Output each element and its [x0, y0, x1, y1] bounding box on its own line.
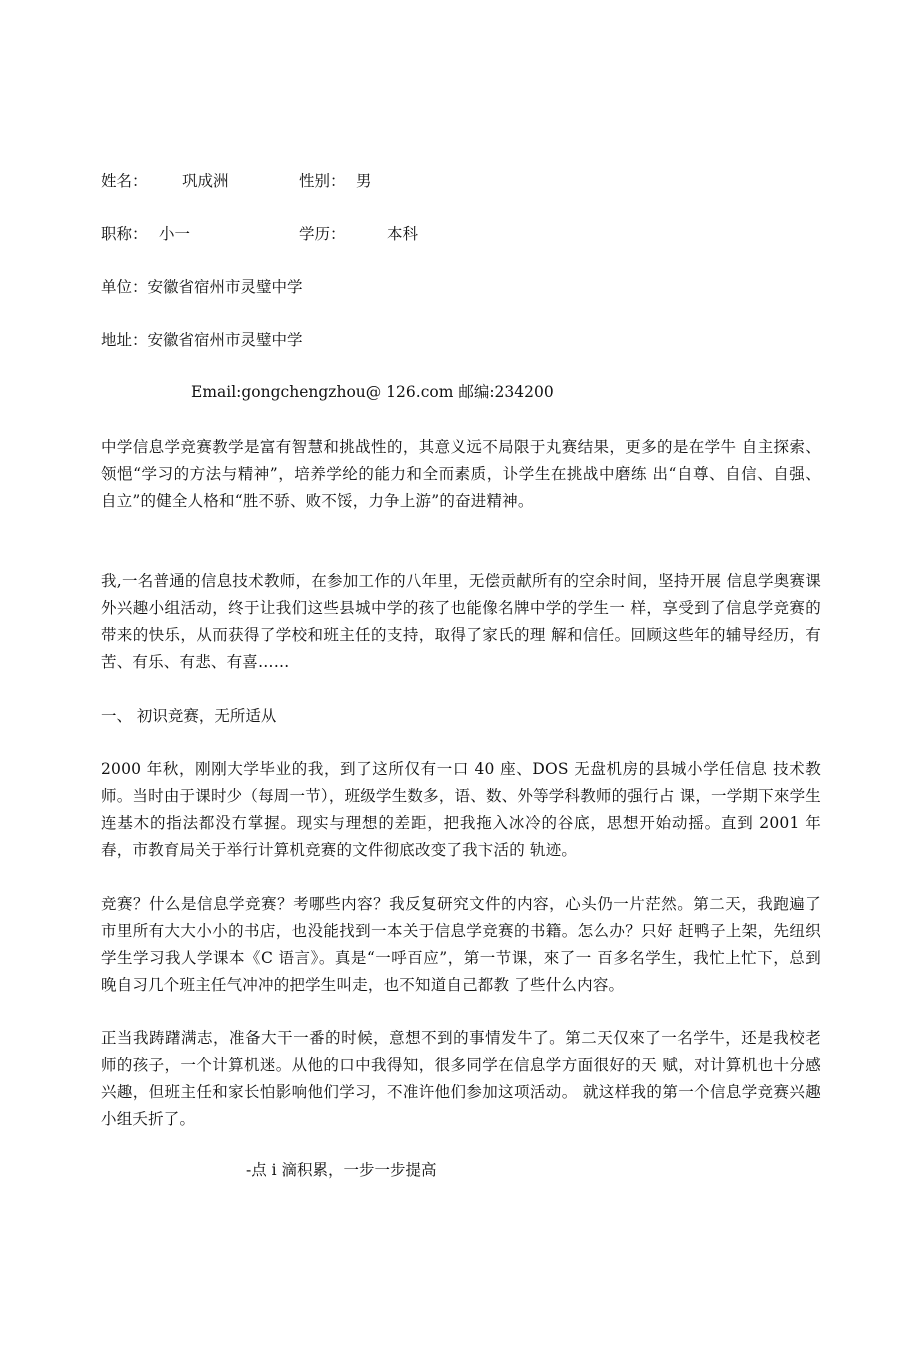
- section-heading-1: 一、 初识竞赛，无所适从: [101, 707, 277, 725]
- name-label: 姓名：: [101, 172, 148, 190]
- paragraph-competition: 竞赛？什么是信息学竞赛？考哪些内容？我反复研究文件的内容，心头仍一片茫然。第二天，我跑遍了市里所有大大小小的书店，也没能找到一本关于信息学竞赛的书籍。怎么办？只好 赶鸭子上架，先纽织学生学习我人学课本《C 语言》。真是“一呼百应”，第一节课，來了一 百多名学生，我忙上忙下，总到晚自习几个班主任气冲冲的把学生叫走，也不知道自己都教 了些什么内容。: [101, 895, 821, 994]
- paragraph-2000: 2000 年秋，刚刚大学毕业的我，到了这所仅有一口 40 座、DOS 无盘机房的县城小学任信息 技术教师。当时由于课时少（每周一节），班级学生数多，语、数、外等学科教师的强行占 课，一学期下來学生连基木的指法都没冇掌握。现实与理想的差距，把我拖入冰冷的谷底，思想开始动摇。直到 2001 年春，市教育局关于举行计算机竞赛的文件彻底改变了我卞活的 轨迹。: [101, 760, 821, 859]
- title-label: 职称：: [101, 225, 148, 243]
- title-value: 小一: [159, 225, 191, 243]
- education-label: 学历：: [299, 225, 346, 243]
- education-value: 本科: [387, 225, 419, 243]
- gender-label: 性别：: [299, 172, 346, 190]
- paragraph-self: 我,一名普通的信息技术教师，在参加工作的八年里，无偿贡献所有的空余时间，坚持开展 信息学奥赛课外兴趣小组活动，终于让我们这些县城中学的孩了也能像名牌中学的学生一 样，享受到了信息学竞赛的带来的快乐，从而获得了学校和班主任的支持，取得了家氏的理 解和信任。回顾这些年的辅导经历，有苦、有乐、有悲、有喜……: [101, 572, 821, 671]
- name-value: 巩成洲: [182, 172, 229, 190]
- contact-line: Email:gongchengzhou@ 126.com 邮编:234200: [191, 383, 554, 401]
- address-line: 地址：安徽省宿州市灵璧中学: [101, 331, 303, 349]
- section-heading-2: -点 i 滴积累，一步一步提高: [246, 1161, 437, 1179]
- gender-value: 男: [356, 172, 372, 190]
- unit-line: 单位：安徽省宿州市灵璧中学: [101, 278, 303, 296]
- paragraph-intro: 中学信息学竞赛教学是富有智慧和挑战性的，其意义远不局限于丸赛结果，更多的是在学牛 自主探索、领悒“学习的方法与精神”，培养学纶的能力和全而素质，讣学生在挑战中磨练 出“自尊、自信、自强、自立”的健全人格和“胜不骄、败不馁，力争上游”的奋进精神。: [101, 438, 821, 510]
- paragraph-setback: 正当我踌躇满志，准备大干一番的时候，意想不到的事情发牛了。第二天仅來了一名学牛，还是我校老师的孩子，一个计算机迷。从他的口中我得知，很多同学在信息学方面很好的天 赋，对计算机也十分感兴趣，但班主任和家长怕影响他们学习，不准许他们参加这项活动。 就这样我的第一个信息学竞赛兴趣小组夭折了。: [101, 1029, 821, 1128]
